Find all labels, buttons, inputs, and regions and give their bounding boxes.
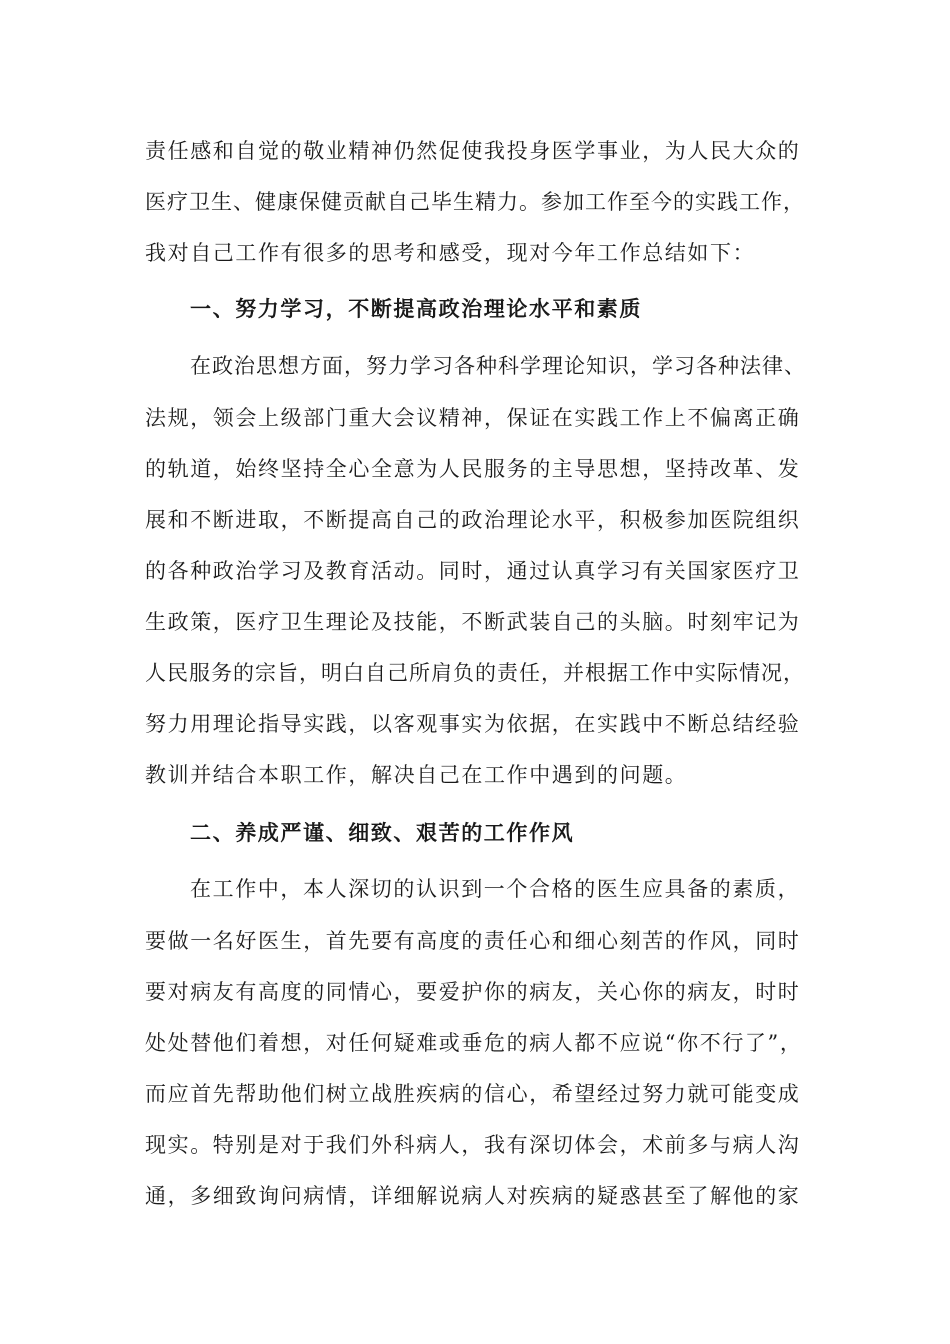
- intro-line: 我对自己工作有很多的思考和感受，现对今年工作总结如下：: [145, 241, 756, 265]
- paragraph-line: 而应首先帮助他们树立战胜疾病的信心，希望经过努力就可能变成: [145, 1082, 801, 1106]
- paragraph-line: 法规，领会上级部门重大会议精神，保证在实践工作上不偏离正确: [145, 406, 801, 430]
- intro-line: 责任感和自觉的敬业精神仍然促使我投身医学事业，为人民大众的: [145, 139, 801, 163]
- paragraph-line: 教训并结合本职工作，解决自己在工作中遇到的问题。: [145, 763, 688, 787]
- intro-line: 医疗卫生、健康保健贡献自己毕生精力。参加工作至今的实践工作，: [145, 190, 805, 214]
- paragraph-line: 在政治思想方面，努力学习各种科学理论知识，学习各种法律、: [190, 354, 806, 378]
- paragraph-line: 展和不断进取，不断提高自己的政治理论水平，积极参加医院组织: [145, 508, 801, 532]
- paragraph-line: 在工作中，本人深切的认识到一个合格的医生应具备的素质，: [190, 877, 801, 901]
- paragraph-line: 通，多细致询问病情，详细解说病人对疾病的疑惑甚至了解他的家: [145, 1184, 801, 1208]
- paragraph-line: 的轨道，始终坚持全心全意为人民服务的主导思想，坚持改革、发: [145, 457, 801, 481]
- paragraph-line: 努力用理论指导实践，以客观事实为依据，在实践中不断总结经验: [145, 712, 801, 736]
- section-heading-2: 二、养成严谨、细致、艰苦的工作作风: [190, 820, 575, 845]
- paragraph-line: 生政策，医疗卫生理论及技能，不断武装自己的头脑。时刻牢记为: [145, 610, 801, 634]
- paragraph-line: 要做一名好医生，首先要有高度的责任心和细心刻苦的作风，同时: [145, 929, 801, 953]
- paragraph-line: 要对病友有高度的同情心，要爱护你的病友，关心你的病友，时时: [145, 980, 801, 1004]
- paragraph-line: 处处替他们着想，对任何疑难或垂危的病人都不应说“你不行了”，: [145, 1031, 803, 1055]
- section-heading-1: 一、努力学习，不断提高政治理论水平和素质: [190, 296, 642, 321]
- paragraph-line: 的各种政治学习及教育活动。同时，通过认真学习有关国家医疗卫: [145, 559, 801, 583]
- paragraph-line: 人民服务的宗旨，明白自己所肩负的责任，并根据工作中实际情况，: [145, 661, 805, 685]
- paragraph-line: 现实。特别是对于我们外科病人，我有深切体会，术前多与病人沟: [145, 1133, 801, 1157]
